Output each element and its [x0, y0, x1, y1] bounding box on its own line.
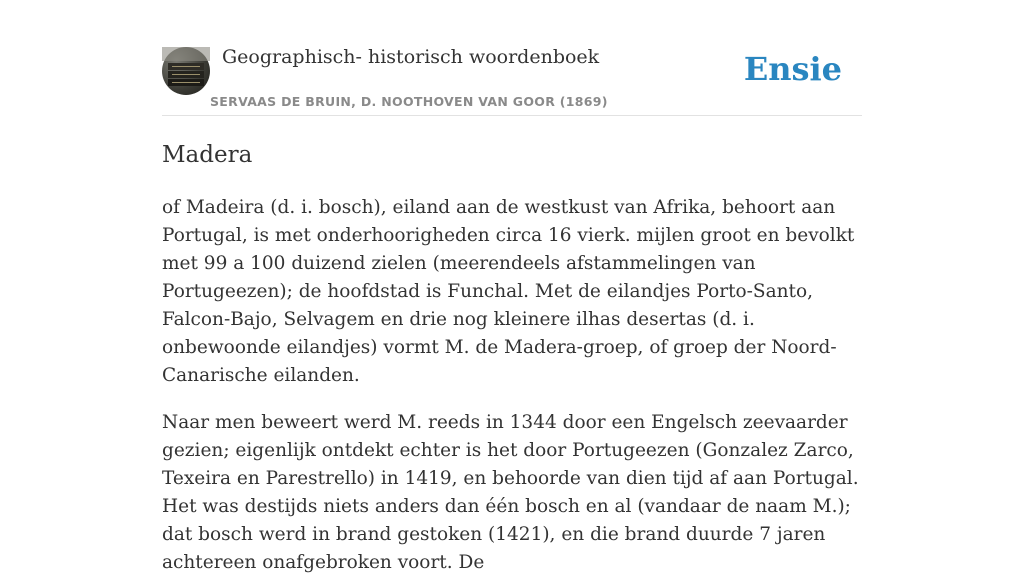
book-cover-image [162, 47, 210, 95]
entry-paragraph-2: Naar men beweert werd M. reeds in 1344 door een Engelsch zeevaarder gezien; eigenlijk ontdekt echter is het door Portugeezen (Gonzalez Zarco, Texeira en Parestrello) in 1419, en behoorde van dien tijd af aan Portugal. Het was destijds niets anders dan één bosch en al (vandaar de naam M.); dat bosch werd in brand gestoken (1421), en die brand duurde 7 jaren achtereen onafgebroken voort. De [162, 412, 859, 573]
article-container [162, 40, 862, 577]
source-header [162, 40, 862, 116]
book-cover-icon[interactable] [162, 47, 210, 95]
entry-title: Madera [162, 142, 253, 168]
entry-paragraph-1: of Madeira (d. i. bosch), eiland aan de westkust van Afrika, behoort aan Portugal, is met onderhoorigheden circa 16 vierk. mijlen groot en bevolkt met 99 a 100 duizend zielen (meerendeels afstammelingen van Portugeezen); de hoofdstad is Funchal. Met de eilandjes Porto-Santo, Falcon-Bajo, Selvagem en drie nog kleinere ilhas desertas (d. i. onbewoonde eilandjes) vormt M. de Madera-groep, of groep der Noord-Canarische eilanden. [162, 197, 855, 386]
book-author: SERVAAS DE BRUIN, D. NOOTHOVEN VAN GOOR (1869) [210, 94, 608, 109]
book-title[interactable]: Geographisch- historisch woordenboek [222, 46, 600, 68]
brand-logo[interactable]: Ensie [743, 50, 842, 88]
